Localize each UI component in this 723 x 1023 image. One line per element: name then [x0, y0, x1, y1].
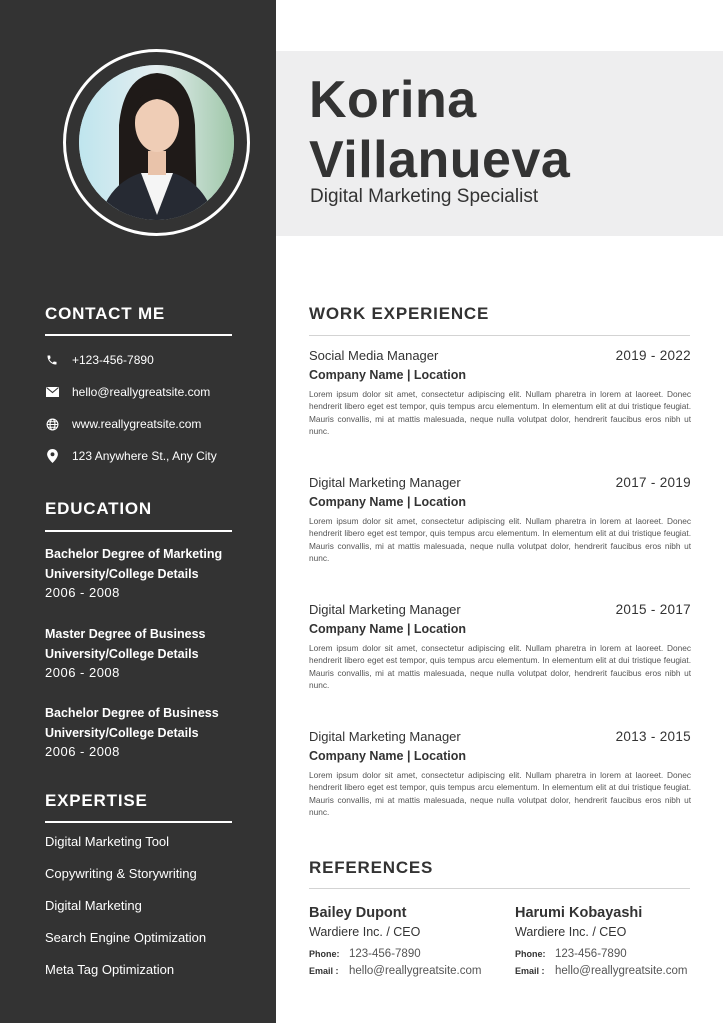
education-divider — [45, 530, 232, 532]
contact-phone-text: +123-456-7890 — [72, 353, 154, 367]
job-company: Company Name | Location — [309, 622, 466, 636]
education-years: 2006 - 2008 — [45, 585, 120, 600]
expertise-item: Meta Tag Optimization — [45, 962, 175, 977]
education-degree: Bachelor Degree of Business — [45, 706, 219, 720]
expertise-item: Search Engine Optimization — [45, 930, 207, 945]
expertise-item: Copywriting & Storywriting — [45, 866, 197, 881]
job-company: Company Name | Location — [309, 749, 466, 763]
job-years: 2017 - 2019 — [615, 475, 691, 490]
education-item — [45, 624, 265, 681]
job-company: Company Name | Location — [309, 495, 466, 509]
reference-email: hello@reallygreatsite.com — [555, 965, 688, 977]
education-item — [45, 544, 265, 601]
phone-icon — [45, 353, 59, 367]
education-item — [45, 703, 265, 760]
location-pin-icon — [45, 449, 59, 463]
education-school: University/College Details — [45, 567, 199, 581]
job-entry — [309, 348, 691, 437]
contact-email-text: hello@reallygreatsite.com — [72, 385, 211, 399]
job-years: 2019 - 2022 — [615, 348, 691, 363]
reference-email: hello@reallygreatsite.com — [349, 965, 482, 977]
first-name: Korina — [309, 71, 477, 129]
work-experience-title: WORK EXPERIENCE — [309, 304, 490, 323]
last-name: Villanueva — [309, 131, 571, 189]
job-description: Lorem ipsum dolor sit amet, consectetur adipiscing elit. Nullam pharetra in lorem at laoreet. Donec hendrerit libero eget est tempor, quis tempus arcu elementum. In elementum elit at dui tristique feugiat. Mauris convallis, mi at mattis malesuada, neque nulla volutpat dolor, hendrerit faucibus eros nibh ut nunc. — [309, 516, 691, 563]
reference-phone: 123-456-7890 — [349, 948, 421, 960]
job-years: 2015 - 2017 — [615, 602, 691, 617]
job-entry — [309, 602, 691, 691]
expertise-title: EXPERTISE — [45, 791, 148, 810]
reference-email-label: Email : — [515, 966, 545, 976]
reference-entry — [309, 905, 509, 978]
education-title: EDUCATION — [45, 499, 152, 518]
reference-name: Harumi Kobayashi — [515, 905, 643, 921]
job-title: Digital Marketing Manager — [309, 729, 461, 744]
profile-photo — [79, 65, 234, 220]
reference-phone: 123-456-7890 — [555, 948, 627, 960]
mail-icon — [45, 385, 59, 399]
contact-website-text: www.reallygreatsite.com — [72, 417, 202, 431]
contact-phone — [45, 351, 154, 369]
education-degree: Master Degree of Business — [45, 627, 206, 641]
job-description: Lorem ipsum dolor sit amet, consectetur adipiscing elit. Nullam pharetra in lorem at laoreet. Donec hendrerit libero eget est tempor, quis tempus arcu elementum. In elementum elit at dui tristique feugiat. Mauris convallis, mi at mattis malesuada, neque nulla volutpat dolor, hendrerit faucibus eros nibh ut nunc. — [309, 770, 691, 817]
reference-company: Wardiere Inc. / CEO — [309, 925, 421, 939]
education-years: 2006 - 2008 — [45, 665, 120, 680]
education-years: 2006 - 2008 — [45, 744, 120, 759]
reference-email-label: Email : — [309, 966, 339, 976]
reference-name: Bailey Dupont — [309, 905, 407, 921]
sidebar — [0, 0, 276, 1023]
contact-address — [45, 447, 217, 465]
contact-divider — [45, 334, 232, 336]
contact-email — [45, 383, 210, 401]
references-divider — [309, 888, 690, 889]
expertise-divider — [45, 821, 232, 823]
reference-company: Wardiere Inc. / CEO — [515, 925, 627, 939]
work-divider — [309, 335, 690, 336]
job-entry — [309, 729, 691, 818]
contact-address-text: 123 Anywhere St., Any City — [72, 449, 217, 463]
job-entry — [309, 475, 691, 564]
reference-phone-label: Phone: — [515, 949, 546, 959]
contact-title: CONTACT ME — [45, 304, 166, 323]
job-title: Digital Marketing Manager — [309, 602, 461, 617]
job-title: Social Media Manager — [309, 348, 439, 363]
references-title: REFERENCES — [309, 858, 434, 877]
job-description: Lorem ipsum dolor sit amet, consectetur adipiscing elit. Nullam pharetra in lorem at laoreet. Donec hendrerit libero eget est tempor, quis tempus arcu elementum. In elementum elit at dui tristique feugiat. Mauris convallis, mi at mattis malesuada, neque nulla volutpat dolor, hendrerit faucibus eros nibh ut nunc. — [309, 643, 691, 690]
expertise-item: Digital Marketing — [45, 898, 142, 913]
education-school: University/College Details — [45, 726, 199, 740]
contact-website — [45, 415, 201, 433]
job-company: Company Name | Location — [309, 368, 466, 382]
education-school: University/College Details — [45, 647, 199, 661]
education-degree: Bachelor Degree of Marketing — [45, 547, 223, 561]
job-role: Digital Marketing Specialist — [310, 186, 539, 207]
expertise-item: Digital Marketing Tool — [45, 834, 170, 849]
job-title: Digital Marketing Manager — [309, 475, 461, 490]
globe-icon — [45, 417, 59, 431]
job-years: 2013 - 2015 — [615, 729, 691, 744]
reference-entry — [515, 905, 715, 978]
reference-phone-label: Phone: — [309, 949, 340, 959]
job-description: Lorem ipsum dolor sit amet, consectetur adipiscing elit. Nullam pharetra in lorem at laoreet. Donec hendrerit libero eget est tempor, quis tempus arcu elementum. In elementum elit at dui tristique feugiat. Mauris convallis, mi at mattis malesuada, neque nulla volutpat dolor, hendrerit faucibus eros nibh ut nunc. — [309, 389, 691, 436]
